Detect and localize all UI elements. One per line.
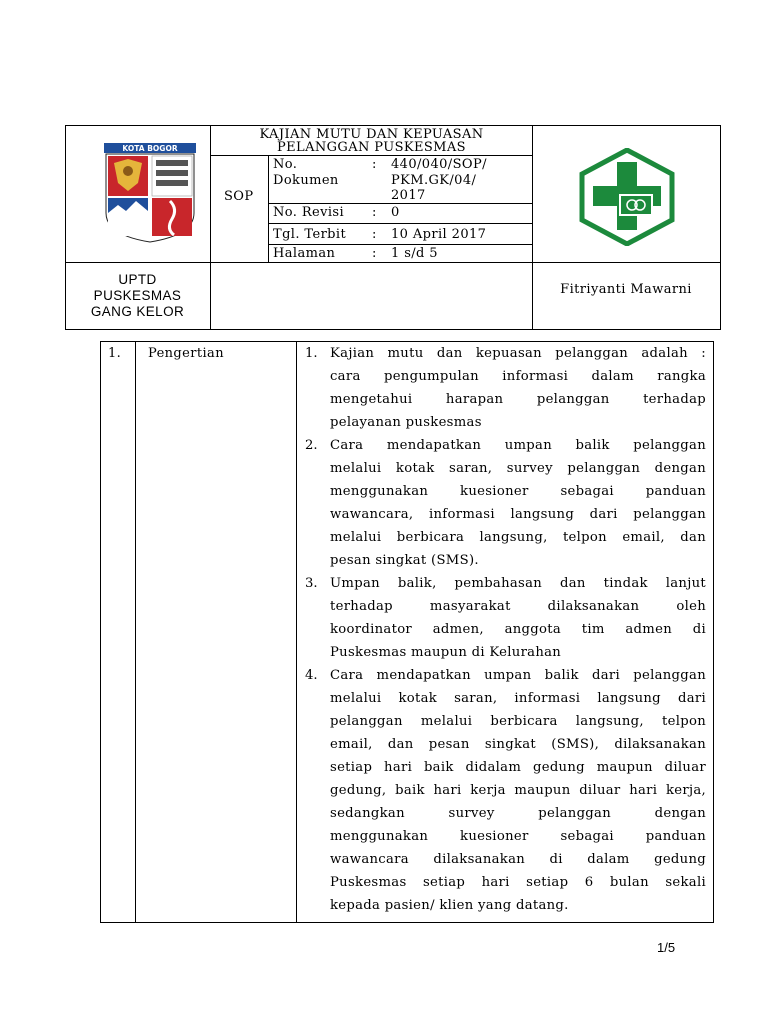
item-2-number: 2. — [305, 438, 318, 453]
text-line: pelanggan melalui berbicara langsung, telpon — [330, 714, 706, 729]
text-line: pelayanan puskesmas — [330, 415, 482, 430]
no-dokumen-value-3: 2017 — [391, 188, 426, 203]
document-title-line-2: PELANGGAN PUSKESMAS — [277, 140, 466, 155]
item-1-text — [330, 342, 706, 434]
text-line: setiap hari baik didalam gedung maupun diluar — [330, 760, 706, 775]
text-line: mengetahui harapan pelanggan terhadap — [330, 392, 706, 407]
crest-text: KOTA BOGOR — [122, 144, 178, 153]
signer-name: Fitriyanti Mawarni — [560, 282, 692, 297]
text-line: Cara mendapatkan umpan balik pelanggan — [330, 438, 706, 453]
no-dokumen-value-2: PKM.GK/04/ — [391, 173, 477, 188]
item-1-number: 1. — [305, 346, 318, 361]
no-dokumen-label-1: No. — [273, 157, 298, 172]
text-line: sedangkan survey pelanggan dengan — [330, 806, 706, 821]
text-line: melalui kotak saran, survey pelanggan dengan — [330, 461, 706, 476]
text-line: gedung, baik hari kerja maupun diluar hari kerja, — [330, 783, 706, 798]
sop-label: SOP — [224, 189, 254, 204]
text-line: wawancara, informasi langsung dari pelanggan — [330, 507, 706, 522]
text-line: melalui berbicara langsung, telpon email, dan — [330, 530, 706, 545]
text-line: menggunakan kuesioner sebagai panduan — [330, 484, 706, 499]
org-name-line-3: GANG KELOR — [90, 304, 185, 319]
text-line: wawancara dilaksanakan di dalam gedung — [330, 852, 706, 867]
text-line: Umpan balik, pembahasan dan tindak lanjut — [330, 576, 706, 591]
section-title: Pengertian — [148, 346, 224, 361]
org-name-line-1: UPTD — [118, 272, 157, 287]
text-line: cara pengumpulan informasi dalam rangka — [330, 369, 706, 384]
no-dokumen-colon: : — [372, 157, 377, 172]
halaman-colon: : — [372, 246, 377, 261]
tgl-terbit-value: 10 April 2017 — [391, 227, 487, 242]
item-4-number: 4. — [305, 668, 318, 683]
text-line: Cara mendapatkan umpan balik dari pelanggan — [330, 668, 706, 683]
document-title-line-1: KAJIAN MUTU DAN KEPUASAN — [259, 127, 484, 142]
no-revisi-colon: : — [372, 205, 377, 220]
text-line: terhadap masyarakat dilaksanakan oleh — [330, 599, 706, 614]
no-dokumen-label-2: Dokumen — [273, 173, 339, 188]
item-3-text — [330, 572, 706, 664]
text-line: pesan singkat (SMS). — [330, 553, 479, 568]
item-4-text — [330, 664, 706, 917]
halaman-label: Halaman — [273, 246, 336, 261]
no-dokumen-value-1: 440/040/SOP/ — [391, 157, 487, 172]
item-2-text — [330, 434, 706, 572]
org-name-line-2: PUSKESMAS — [93, 288, 182, 303]
kota-bogor-crest-logo — [104, 143, 196, 243]
no-revisi-value: 0 — [391, 205, 400, 220]
text-line: kepada pasien/ klien yang datang. — [330, 898, 569, 913]
text-line: Puskesmas maupun di Kelurahan — [330, 645, 562, 660]
text-line: email, dan pesan singkat (SMS), dilaksanakan — [330, 737, 706, 752]
tgl-terbit-label: Tgl. Terbit — [273, 227, 347, 242]
text-line: Puskesmas setiap hari setiap 6 bulan sekali — [330, 875, 706, 890]
item-3-number: 3. — [305, 576, 318, 591]
no-revisi-label: No. Revisi — [273, 205, 345, 220]
text-line: koordinator admen, anggota tim admen di — [330, 622, 706, 637]
text-line: Kajian mutu dan kepuasan pelanggan adalah : — [330, 346, 706, 361]
tgl-terbit-colon: : — [372, 227, 377, 242]
text-line: menggunakan kuesioner sebagai panduan — [330, 829, 706, 844]
section-number: 1. — [108, 346, 122, 361]
halaman-value: 1 s/d 5 — [391, 246, 438, 261]
page-number: 1/5 — [657, 940, 676, 955]
puskesmas-logo — [577, 148, 677, 246]
text-line: melalui kotak saran, informasi langsung dari — [330, 691, 706, 706]
